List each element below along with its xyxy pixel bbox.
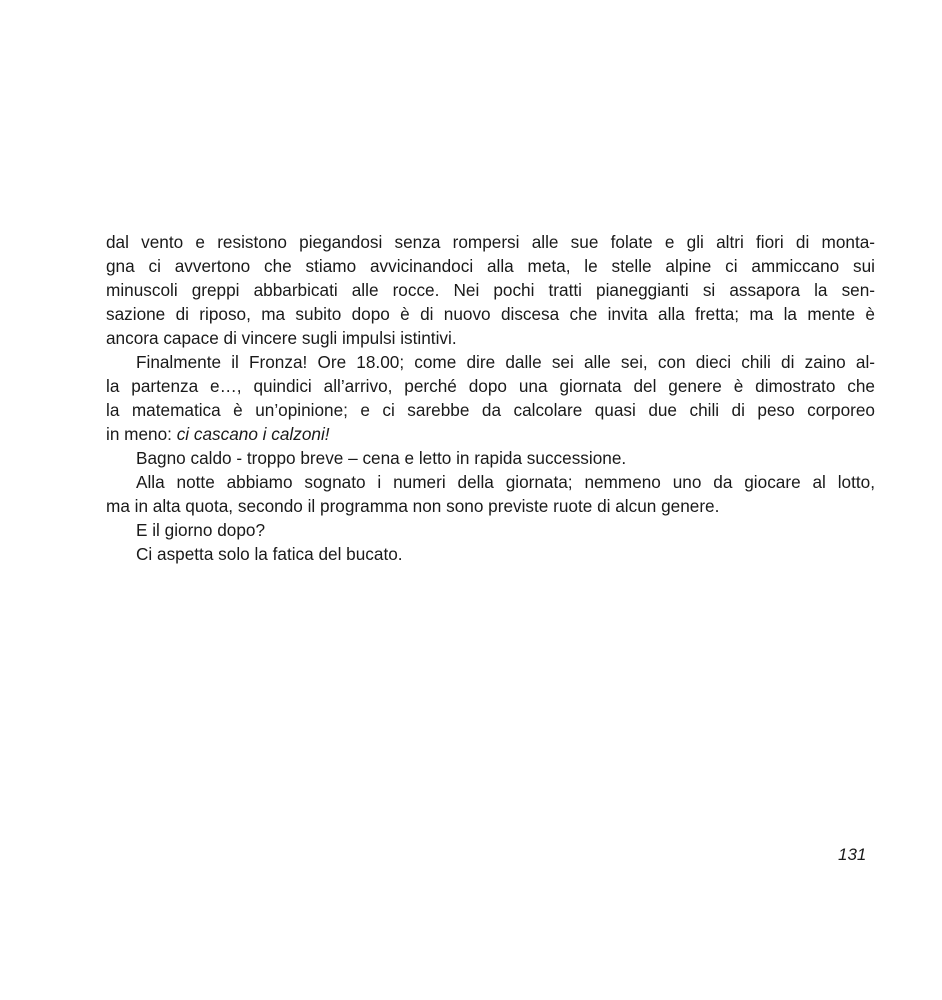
body-text [106,230,875,566]
text-line: sazione di riposo, ma subito dopo è di nuovo discesa che invita alla fretta; ma la mente è [106,304,875,324]
text-line: gna ci avvertono che stiamo avvicinandoci alla meta, le stelle alpine ci ammiccano sui [106,256,875,276]
text-line [106,422,875,446]
plain-text: in meno: [106,424,177,444]
page-number: 131 [838,845,867,864]
paragraph-start-line: Finalmente il Fronza! Ore 18.00; come dire dalle sei alle sei, con dieci chili di zaino al- [136,352,875,372]
paragraph-start-line: E il giorno dopo? [136,520,265,540]
paragraph-start-line: Alla notte abbiamo sognato i numeri della giornata; nemmeno uno da giocare al lotto, [136,472,875,492]
text-line: ancora capace di vincere sugli impulsi istintivi. [106,328,457,348]
text-line: la partenza e…, quindici all’arrivo, perché dopo una giornata del genere è dimostrato che [106,376,875,396]
paragraph-start-line: Bagno caldo - troppo breve – cena e letto in rapida successione. [136,448,627,468]
paragraph-start-line: Ci aspetta solo la fatica del bucato. [136,544,403,564]
italic-emphasis: ci cascano i calzoni! [176,424,330,444]
text-line: minuscoli greppi abbarbicati alle rocce. Nei pochi tratti pianeggianti si assapora la sen- [106,280,875,300]
text-line: dal vento e resistono piegandosi senza rompersi alle sue folate e gli altri fiori di monta- [106,232,875,252]
text-line: ma in alta quota, secondo il programma non sono previste ruote di alcun genere. [106,496,720,516]
text-line: la matematica è un’opinione; e ci sarebbe da calcolare quasi due chili di peso corporeo [106,400,875,420]
